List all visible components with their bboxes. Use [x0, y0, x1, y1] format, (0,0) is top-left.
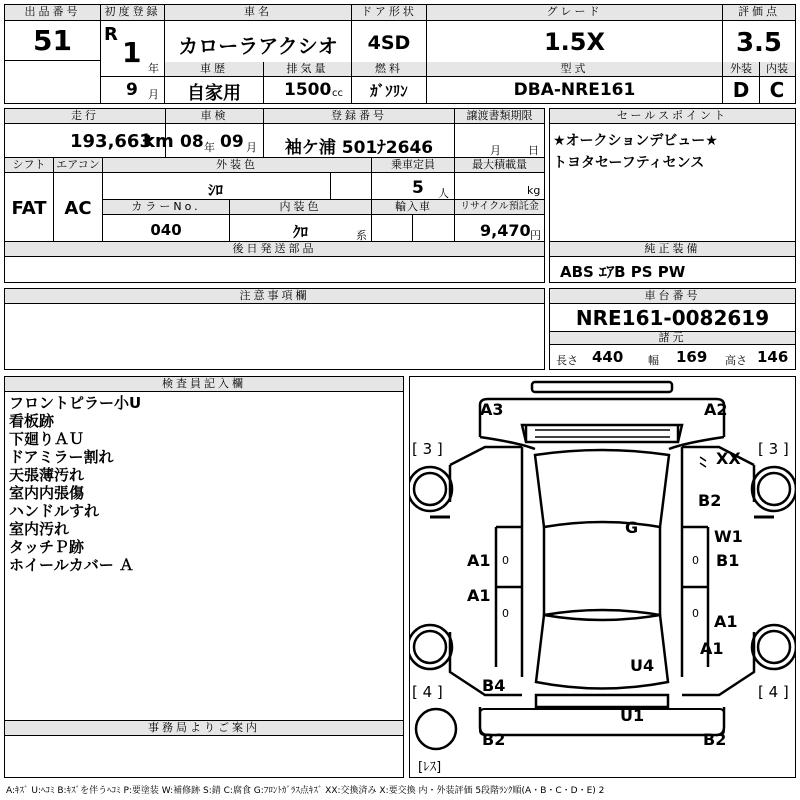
mark-u4: U4 — [630, 656, 655, 675]
capacity: 5 — [412, 178, 424, 198]
capacity-unit: 人 — [438, 187, 449, 200]
fuel: ｶﾞｿﾘﾝ — [370, 82, 408, 100]
grade: 1.5X — [543, 28, 606, 56]
chassis-label: 車台番号 — [550, 289, 795, 304]
color-no-label: カラーNo. — [103, 200, 229, 215]
length-label: 長さ — [556, 354, 578, 367]
mark-b2-rr: B2 — [703, 730, 727, 749]
history: 自家用 — [187, 83, 241, 104]
svg-text:0: 0 — [692, 607, 699, 620]
displacement-label: 排気量 — [264, 62, 351, 77]
later-parts-label: 後日発送部品 — [5, 242, 544, 257]
transfer-day-unit: 日 — [528, 144, 539, 157]
insp-month: 09 — [220, 132, 244, 152]
note-line: 天張薄汚れ — [9, 466, 85, 484]
shift: FAT — [11, 198, 47, 219]
displacement: 1500 — [284, 80, 332, 100]
svg-text:0: 0 — [502, 607, 509, 620]
plate-label: 登録番号 — [264, 109, 454, 124]
load-unit: kg — [527, 184, 541, 197]
note-line: 室内汚れ — [9, 520, 70, 538]
mark-a2: A2 — [704, 400, 728, 419]
int-color-label: 内装色 — [230, 200, 371, 215]
mark-a1-lf: A1 — [467, 551, 491, 570]
door-label: ドア形状 — [352, 5, 426, 21]
note-line: 室内内張傷 — [9, 484, 85, 502]
score-label: 評価点 — [723, 5, 795, 21]
mileage-label: 走行 — [5, 109, 165, 124]
displacement-unit: cc — [332, 88, 343, 99]
car-diagram-icon — [410, 377, 795, 777]
plate: 袖ケ浦 501ﾅ2646 — [284, 138, 434, 158]
color: ｼﾛ — [207, 181, 223, 199]
car-name-label: 車名 — [165, 5, 351, 21]
score: 3.5 — [735, 28, 783, 58]
capacity-label: 乗車定員 — [372, 158, 454, 173]
insp-year-unit: 年 — [204, 141, 215, 154]
ac-label: エアコン — [54, 158, 102, 173]
insp-year: 08 — [180, 132, 204, 152]
era: R — [104, 24, 118, 45]
shift-label: シフト — [5, 158, 53, 173]
length: 440 — [592, 348, 624, 366]
first-reg-label: 初度登録 — [101, 5, 164, 21]
mark-u1: U1 — [620, 706, 645, 725]
mark-b2-rl: B2 — [482, 730, 506, 749]
color-label: 外装色 — [103, 158, 371, 173]
recycle: 9,470 — [480, 221, 531, 240]
ext-label: 外装 — [723, 62, 759, 77]
height-label: 高さ — [725, 354, 747, 367]
caution-label: 注意事項欄 — [5, 289, 544, 304]
ac: AC — [64, 198, 92, 219]
office-label: 事務局よりご案内 — [5, 721, 403, 736]
dims-label: 諸元 — [550, 332, 795, 345]
transfer-month-unit: 月 — [490, 144, 501, 157]
mark-a1-lr: A1 — [467, 586, 491, 605]
mark-g: G — [625, 518, 639, 537]
car-name: カローラアクシオ — [178, 34, 338, 58]
first-reg-year: 1 — [122, 36, 142, 69]
mark-b2-front: B2 — [698, 491, 722, 510]
inspector-label: 検査員記入欄 — [5, 377, 403, 392]
note-line: ホイールカバー Ａ — [9, 556, 134, 574]
width: 169 — [676, 348, 708, 366]
lot-label: 出品番号 — [5, 5, 100, 21]
load-label: 最大積載量 — [455, 158, 544, 173]
width-label: 幅 — [648, 354, 659, 367]
model: DBA-NRE161 — [513, 80, 636, 100]
note-line: フロントピラー小U — [9, 394, 142, 412]
color-no: 040 — [150, 221, 182, 239]
sales-label: セールスポイント — [550, 109, 795, 124]
month-unit: 月 — [148, 88, 159, 101]
tire-fl: [ 3 ] — [412, 440, 443, 458]
mark-a1-rq: A1 — [700, 639, 724, 658]
mileage-unit: km — [143, 131, 174, 152]
mark-a3: A3 — [480, 400, 504, 419]
mark-b1: B1 — [716, 551, 740, 570]
model-label: 型式 — [427, 62, 722, 77]
note-line: 下廻りＡＵ — [9, 430, 85, 448]
import-label: 輸入車 — [372, 200, 454, 215]
insp-month-unit: 月 — [246, 141, 257, 154]
mark-a1-rr: A1 — [714, 612, 738, 631]
transfer-label: 譲渡書類期限 — [455, 109, 544, 124]
mileage: 193,663 — [70, 131, 152, 152]
svg-text:0: 0 — [692, 554, 699, 567]
note-line: タッチＰ跡 — [9, 538, 85, 556]
svg-text:0: 0 — [502, 554, 509, 567]
grade-label: グレード — [427, 5, 722, 21]
history-label: 車歴 — [165, 62, 263, 77]
fuel-label: 燃料 — [352, 62, 426, 77]
recycle-unit: 円 — [530, 229, 541, 242]
sales-line-2: トヨタセーフティセンス — [553, 155, 705, 171]
int-label: 内装 — [759, 62, 795, 77]
mark-xx: XX — [716, 449, 741, 468]
sales-line-1: ★オークションデビュー★ — [553, 133, 718, 149]
spare-tire: [ﾚｽ] — [418, 760, 442, 775]
ext-grade: D — [732, 78, 750, 102]
int-grade: C — [769, 78, 785, 102]
tire-fr: [ 3 ] — [758, 440, 789, 458]
legend: A:ｷｽﾞ U:ﾍｺﾐ B:ｷｽﾞを伴うﾍｺﾐ P:要塗装 W:補修跡 S:錆 C:腐食 G:ﾌﾛﾝﾄｶﾞﾗｽ点ｷｽﾞ XX:交換済み X:要交換 内・外装評価 5段階ﾗﾝｸ順(A・B・C・D・E) 2 — [6, 786, 605, 796]
mark-w1: W1 — [714, 527, 743, 546]
note-line: ドアミラー割れ — [9, 448, 114, 466]
chassis-number: NRE161-0082619 — [575, 306, 770, 330]
note-line: ハンドルすれ — [9, 502, 100, 520]
int-color: ｸﾛ — [292, 223, 308, 241]
equipment-label: 純正装備 — [550, 242, 795, 257]
int-color-unit: 系 — [356, 229, 367, 242]
tire-rr: [ 4 ] — [758, 683, 789, 701]
lot-number: 51 — [33, 24, 72, 57]
first-reg-month: 9 — [126, 80, 138, 100]
inspector-notes — [9, 394, 141, 574]
tire-rl: [ 4 ] — [412, 683, 443, 701]
equipment: ABS ｴｱB PS PW — [560, 263, 686, 281]
inspection-label: 車検 — [166, 109, 263, 124]
door-type: 4SD — [367, 32, 411, 54]
recycle-label: リサイクル預託金 — [455, 200, 544, 215]
mark-b4: B4 — [482, 676, 506, 695]
height: 146 — [757, 348, 789, 366]
year-unit: 年 — [148, 62, 159, 75]
note-line: 看板跡 — [9, 412, 55, 430]
